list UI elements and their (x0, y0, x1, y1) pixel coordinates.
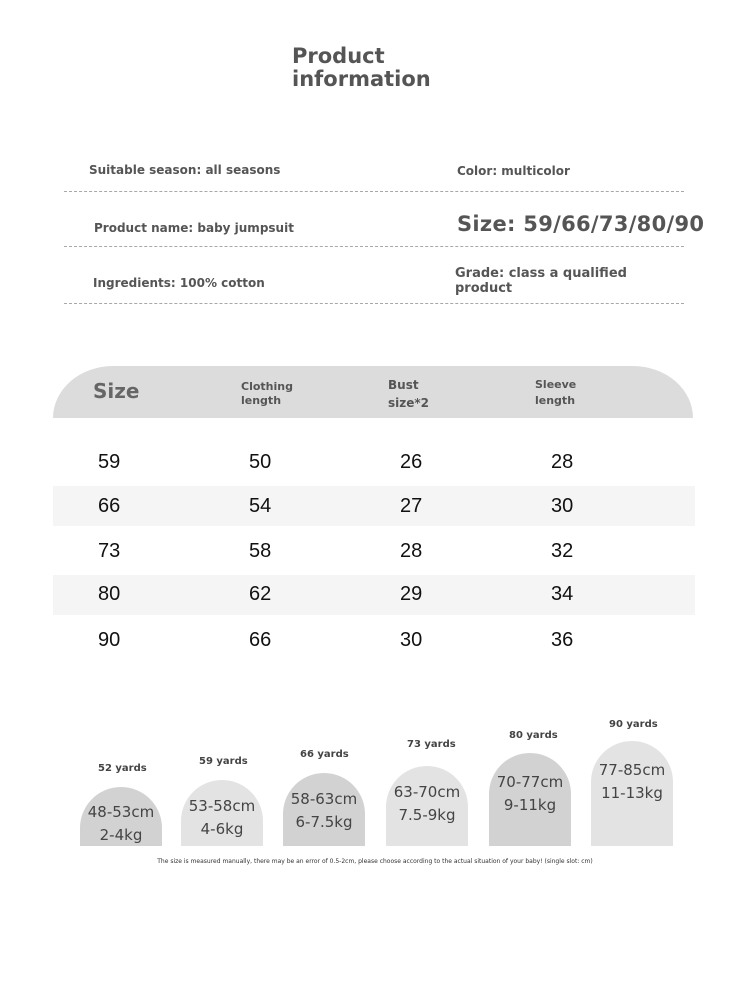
table-cell: 34 (551, 583, 574, 605)
height-range: 58-63cm (290, 790, 358, 808)
weight-range: 7.5-9kg (398, 806, 456, 824)
weight-range: 2-4kg (99, 826, 143, 844)
table-cell: 54 (249, 495, 272, 517)
table-cell: 66 (249, 629, 272, 651)
table-cell: 27 (400, 495, 423, 517)
table-cell: 28 (400, 540, 423, 562)
table-cell: 28 (551, 451, 574, 473)
height-range: 63-70cm (393, 783, 461, 801)
yard-label: 80 yards (509, 730, 558, 741)
divider (64, 191, 684, 192)
table-cell: 90 (98, 629, 121, 651)
header-size: Size (93, 379, 140, 403)
divider (64, 303, 684, 304)
table-cell: 66 (98, 495, 121, 517)
table-cell: 26 (400, 451, 423, 473)
table-cell: 32 (551, 540, 574, 562)
yard-label: 73 yards (407, 739, 456, 750)
table-cell: 36 (551, 629, 574, 651)
size-info: Size: 59/66/73/80/90 (457, 212, 705, 236)
table-cell: 58 (249, 540, 272, 562)
table-cell: 30 (400, 629, 423, 651)
height-range: 70-77cm (496, 773, 564, 791)
yard-label: 52 yards (98, 763, 147, 774)
color-info: Color: multicolor (457, 164, 570, 178)
height-range: 77-85cm (598, 761, 666, 779)
measurement-footnote: The size is measured manually, there may be an error of 0.5-2cm, please choose according to the actual situation of your baby! (single slot: cm) (157, 858, 593, 865)
product-name-info: Product name: baby jumpsuit (94, 221, 294, 235)
divider (64, 246, 684, 247)
table-row-stripe (53, 486, 695, 526)
height-range: 48-53cm (87, 803, 155, 821)
table-cell: 59 (98, 451, 121, 473)
ingredients-info: Ingredients: 100% cotton (93, 276, 265, 290)
table-header-background (53, 366, 693, 418)
weight-range: 9-11kg (503, 796, 557, 814)
table-row-stripe (53, 575, 695, 615)
size-dome-90 (591, 741, 673, 846)
yard-label: 90 yards (609, 719, 658, 730)
table-cell: 62 (249, 583, 272, 605)
grade-info: Grade: class a qualified product (455, 266, 627, 296)
size-dome-59 (181, 780, 263, 846)
height-range: 53-58cm (188, 797, 256, 815)
yard-label: 66 yards (300, 749, 349, 760)
season-info: Suitable season: all seasons (89, 163, 281, 177)
size-dome-80 (489, 753, 571, 846)
table-cell: 29 (400, 583, 423, 605)
table-cell: 80 (98, 583, 121, 605)
table-cell: 50 (249, 451, 272, 473)
table-cell: 73 (98, 540, 121, 562)
page-title: Product information (292, 44, 431, 91)
weight-range: 11-13kg (601, 784, 663, 802)
header-bust: Bust size*2 (388, 378, 430, 410)
size-dome-52 (80, 787, 162, 846)
size-dome-73 (386, 766, 468, 846)
header-sleeve-length: Sleeve length (535, 378, 577, 407)
size-dome-66 (283, 773, 365, 846)
header-clothing-length: Clothing length (241, 380, 293, 407)
yard-label: 59 yards (199, 756, 248, 767)
table-cell: 30 (551, 495, 574, 517)
weight-range: 4-6kg (200, 820, 244, 838)
weight-range: 6-7.5kg (295, 813, 353, 831)
